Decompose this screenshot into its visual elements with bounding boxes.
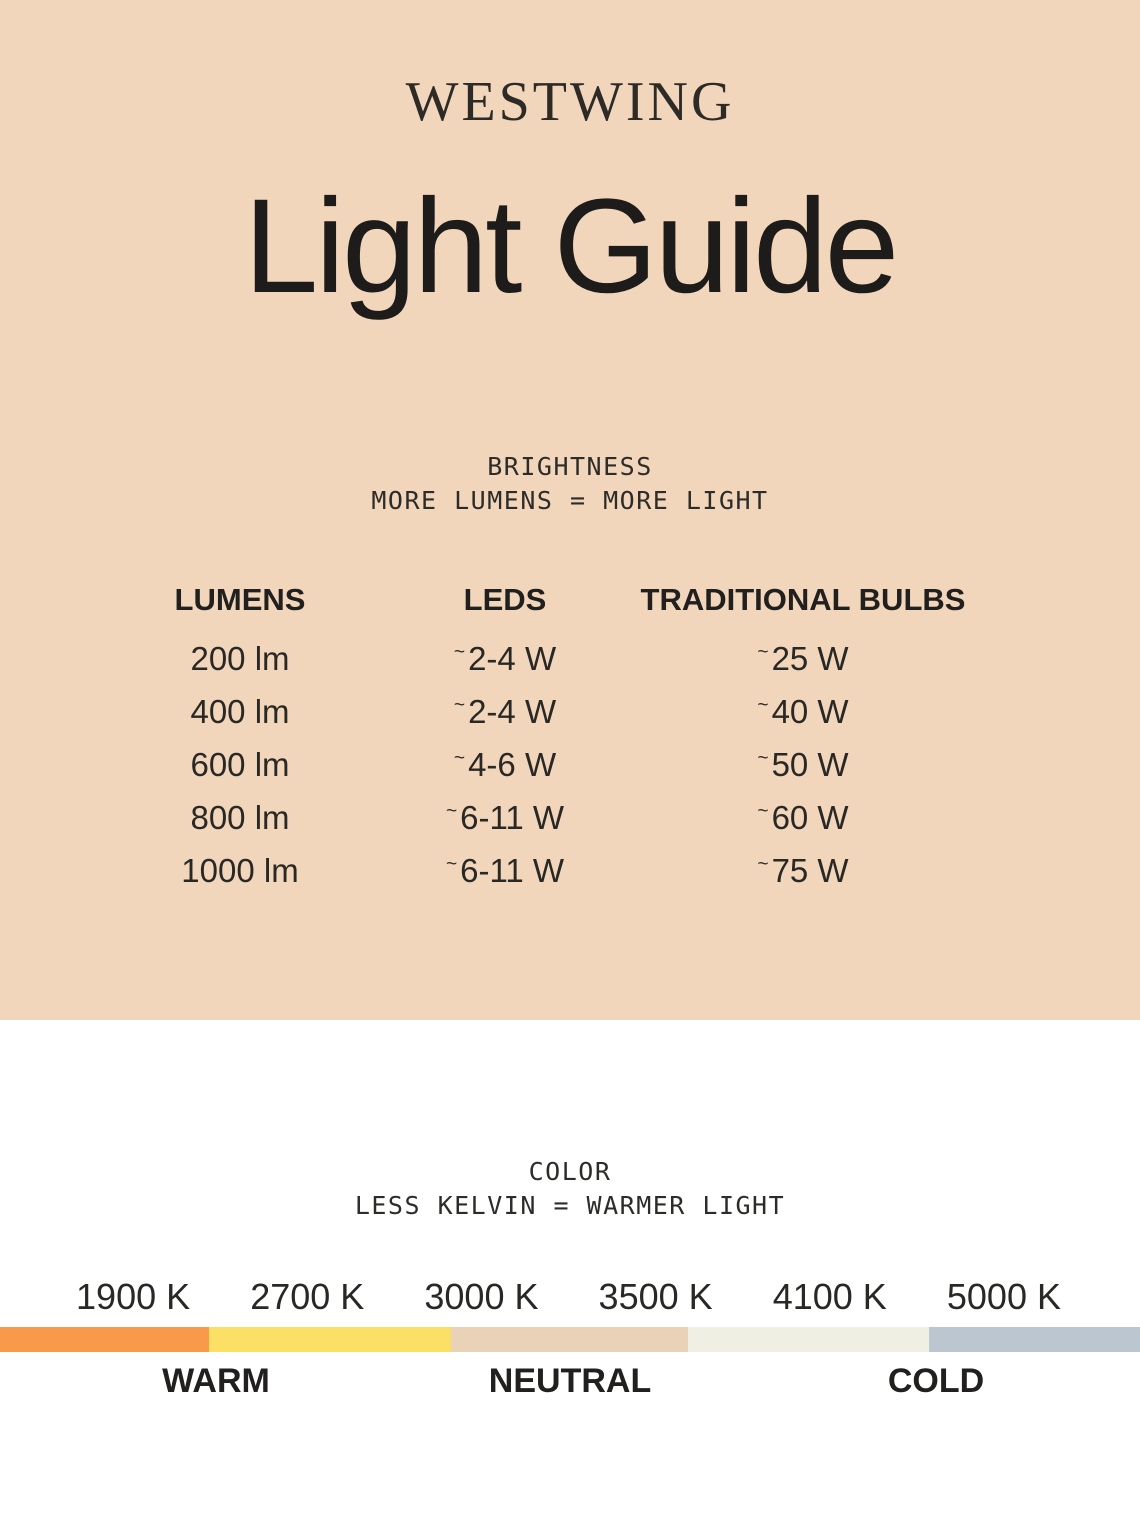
- color-heading-line2: LESS KELVIN = WARMER LIGHT: [354, 1191, 786, 1220]
- table-cell-lumens: 200 lm: [190, 639, 290, 677]
- bar-segment-cold-blue-gray: [929, 1327, 1140, 1352]
- bar-segment-neutral-cream: [688, 1327, 929, 1352]
- table-cell-bulbs: [757, 640, 848, 678]
- brand-logo: WESTWING: [405, 71, 735, 133]
- temperature-label-warm: WARM: [162, 1362, 270, 1400]
- bar-segment-warm-orange: [0, 1327, 209, 1352]
- column-header-leds: LEDS: [463, 582, 547, 617]
- table-cell-bulbs-value: 50 W: [771, 745, 849, 783]
- kelvin-label-1900: 1900 K: [76, 1276, 191, 1317]
- kelvin-label-4100: 4100 K: [772, 1276, 887, 1317]
- approx-symbol: ~: [757, 853, 769, 875]
- brightness-heading-line1: BRIGHTNESS: [487, 452, 653, 481]
- table-cell-bulbs-value: 75 W: [771, 851, 849, 889]
- table-cell-bulbs: [757, 693, 848, 731]
- table-cell-leds: [454, 693, 556, 731]
- color-heading-line1: COLOR: [528, 1157, 612, 1186]
- table-cell-bulbs-value: 60 W: [771, 798, 849, 836]
- column-header-lumens: LUMENS: [174, 582, 306, 617]
- table-cell-leds-value: 2-4 W: [468, 639, 557, 677]
- table-cell-lumens: 400 lm: [190, 692, 290, 730]
- temperature-label-cold: COLD: [887, 1362, 985, 1400]
- table-cell-leds-value: 4-6 W: [468, 745, 557, 783]
- brightness-table: [90, 568, 986, 897]
- table-cell-bulbs: [757, 852, 848, 890]
- page-title: Light Guide: [243, 172, 897, 321]
- table-cell-bulbs-value: 40 W: [771, 692, 849, 730]
- column-header-traditional-bulbs: TRADITIONAL BULBS: [640, 582, 966, 617]
- brightness-heading: [0, 450, 1140, 518]
- approx-symbol: ~: [453, 641, 466, 663]
- approx-symbol: ~: [757, 694, 769, 716]
- approx-symbol: ~: [453, 747, 466, 769]
- table-cell-bulbs: [757, 746, 848, 784]
- table-cell-leds-value: 6-11 W: [460, 851, 565, 889]
- table-cell-leds-value: 6-11 W: [460, 798, 565, 836]
- table-cell-lumens: 600 lm: [190, 745, 290, 783]
- temperature-label-neutral: NEUTRAL: [488, 1362, 652, 1400]
- table-cell-lumens: 800 lm: [190, 798, 290, 836]
- kelvin-label-3000: 3000 K: [424, 1276, 539, 1317]
- approx-symbol: ~: [757, 800, 769, 822]
- table-cell-leds: [454, 746, 556, 784]
- table-cell-leds: [446, 799, 564, 837]
- approx-symbol: ~: [445, 800, 458, 822]
- table-cell-leds: [454, 640, 556, 678]
- approx-symbol: ~: [757, 747, 769, 769]
- table-cell-leds-value: 2-4 W: [468, 692, 557, 730]
- kelvin-label-5000: 5000 K: [946, 1276, 1061, 1317]
- bar-segment-neutral-tan: [451, 1327, 688, 1352]
- brightness-heading-line2: MORE LUMENS = MORE LIGHT: [371, 486, 769, 515]
- kelvin-scale-labels: [46, 1276, 1091, 1318]
- color-heading: [0, 1155, 1140, 1223]
- kelvin-label-2700: 2700 K: [250, 1276, 365, 1317]
- table-cell-lumens: 1000 lm: [181, 851, 299, 889]
- table-cell-leds: [446, 852, 564, 890]
- approx-symbol: ~: [453, 694, 466, 716]
- bar-segment-warm-yellow: [209, 1327, 451, 1352]
- color-temperature-bar: [0, 1327, 1140, 1352]
- color-panel: [0, 1020, 1140, 1520]
- approx-symbol: ~: [445, 853, 458, 875]
- table-cell-bulbs: [757, 799, 848, 837]
- table-cell-bulbs-value: 25 W: [771, 639, 849, 677]
- approx-symbol: ~: [757, 641, 769, 663]
- kelvin-label-3500: 3500 K: [598, 1276, 713, 1317]
